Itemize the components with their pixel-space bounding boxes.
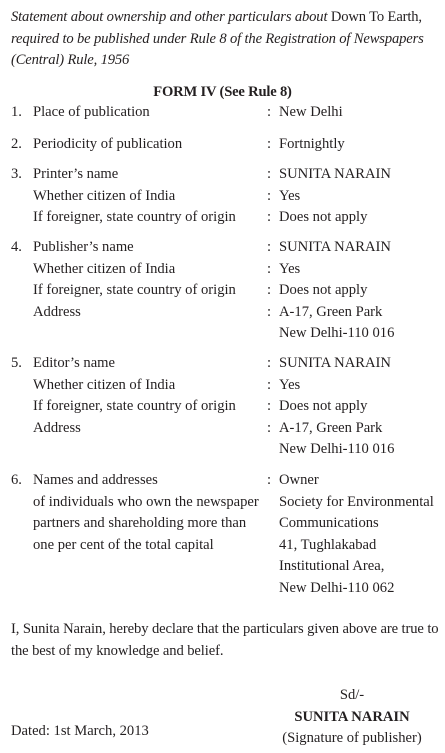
value-line: New Delhi-110 062: [279, 579, 395, 596]
item-value: [279, 102, 445, 124]
colon-separator: :: [267, 136, 272, 152]
label-line: one per cent of the total capital: [33, 536, 214, 553]
form-title: FORM IV (See Rule 8): [153, 84, 292, 100]
item-number: 6.: [11, 472, 22, 488]
item-number: 3.: [11, 166, 22, 182]
label-line: If foreigner, state country of origin: [33, 209, 236, 225]
item-label: [33, 353, 272, 439]
value-line: Communications: [279, 515, 379, 531]
colon-separator: : : : :: [267, 355, 272, 436]
colon-separator: : : :: [267, 166, 272, 225]
value-line: Does not apply: [279, 209, 368, 225]
value-line: New Delhi: [279, 104, 343, 120]
item-value: [279, 164, 445, 229]
sd-mark: Sd/-: [339, 687, 365, 703]
item-value: [279, 134, 445, 156]
label-line: Address: [33, 303, 81, 320]
value-line: A-17, Green Park: [279, 419, 383, 436]
value-line: Yes: [279, 187, 301, 204]
signature-block: [277, 685, 427, 750]
intro-italic-text-2: required to be published under Rule 8 of the Registration of Newspapers (Central) Rule, 1956: [11, 30, 424, 68]
value-line: Yes: [279, 260, 301, 277]
signatory-role: (Signature of publisher): [282, 730, 422, 746]
label-line: partners and shareholding more than: [33, 515, 247, 531]
value-line: Owner: [279, 472, 319, 488]
item-number: 2.: [11, 136, 22, 152]
label-line: Whether citizen of India: [33, 187, 176, 204]
colon-separator: :: [267, 472, 272, 488]
label-line: Periodicity of publication: [33, 136, 183, 152]
value-line: New Delhi-110 016: [279, 441, 395, 457]
value-line: A-17, Green Park: [279, 303, 383, 320]
item-label: [33, 470, 272, 556]
label-line: If foreigner, state country of origin: [33, 282, 236, 298]
declaration-text: I, Sunita Narain, hereby declare that the particulars given above are true to the best of my knowledge and belief.: [11, 621, 439, 659]
value-line: 41, Tughlakabad: [279, 536, 377, 553]
label-line: Names and addresses: [33, 472, 158, 488]
label-line: Whether citizen of India: [33, 260, 176, 277]
value-line: New Delhi-110 016: [279, 325, 395, 341]
label-line: Printer’s name: [33, 166, 119, 182]
label-line: Editor’s name: [33, 355, 116, 371]
label-line: If foreigner, state country of origin: [33, 398, 236, 414]
item-number: 1.: [11, 104, 22, 120]
intro-statement: [11, 7, 441, 72]
intro-italic-text: Statement about ownership and other particulars about: [11, 9, 328, 25]
label-line: Whether citizen of India: [33, 376, 176, 393]
value-line: Fortnightly: [279, 136, 345, 152]
value-line: Yes: [279, 376, 301, 393]
item-value: [279, 470, 445, 599]
value-line: SUNITA NARAIN: [279, 239, 391, 255]
colon-separator: :: [267, 104, 272, 120]
value-line: SUNITA NARAIN: [279, 355, 391, 371]
signatory-name: SUNITA NARAIN: [294, 708, 410, 725]
value-line: Does not apply: [279, 398, 368, 414]
item-value: [279, 353, 445, 461]
date-line: Dated: 1st March, 2013: [11, 723, 149, 739]
value-line: Does not apply: [279, 282, 368, 298]
colon-separator: : : : :: [267, 239, 272, 320]
label-line: Place of publication: [33, 104, 150, 120]
item-number: 5.: [11, 355, 22, 371]
item-number: 4.: [11, 239, 22, 255]
publication-name: Down To Earth,: [327, 9, 422, 25]
value-line: SUNITA NARAIN: [279, 166, 391, 182]
value-line: Institutional Area,: [279, 558, 385, 574]
item-label: [33, 164, 272, 229]
label-line: Address: [33, 419, 81, 436]
item-label: [33, 134, 272, 156]
label-line: Publisher’s name: [33, 239, 134, 255]
label-line: of individuals who own the newspaper: [33, 493, 259, 510]
item-value: [279, 237, 445, 345]
value-line: Society for Environmental: [279, 493, 434, 510]
item-label: [33, 102, 272, 124]
item-label: [33, 237, 272, 323]
